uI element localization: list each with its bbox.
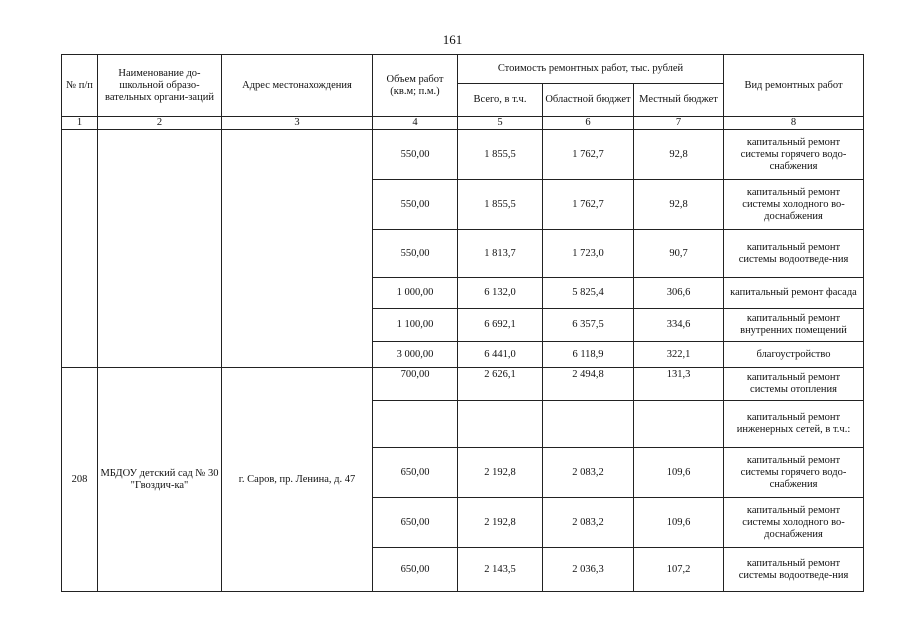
empty-address-cell: [222, 130, 373, 368]
work-type-cell: капитальный ремонт инженерных сетей, в т.ч.:: [724, 401, 864, 448]
volume-cell: 3 000,00: [373, 342, 458, 368]
total-cell: 6 441,0: [458, 342, 543, 368]
header-regional-budget: Областной бюджет: [543, 84, 634, 117]
column-number: 7: [634, 117, 724, 130]
work-type-cell: капитальный ремонт фасада: [724, 278, 864, 309]
local-cell: 334,6: [634, 309, 724, 342]
work-type-cell: капитальный ремонт системы горячего водо-снабжения: [724, 448, 864, 498]
column-number: 1: [62, 117, 98, 130]
header-cost-group: Стоимость ремонтных работ, тыс. рублей: [458, 55, 724, 84]
local-cell: 92,8: [634, 180, 724, 230]
volume-cell: [373, 401, 458, 448]
local-cell: 322,1: [634, 342, 724, 368]
column-number: 5: [458, 117, 543, 130]
regional-cell: 2 036,3: [543, 548, 634, 592]
volume-cell: 700,00: [373, 368, 458, 401]
total-cell: 6 692,1: [458, 309, 543, 342]
total-cell: 1 813,7: [458, 230, 543, 278]
regional-cell: 6 118,9: [543, 342, 634, 368]
total-cell: 2 192,8: [458, 498, 543, 548]
regional-cell: 1 762,7: [543, 130, 634, 180]
column-numbers-row: [62, 117, 864, 130]
regional-cell: 6 357,5: [543, 309, 634, 342]
local-cell: 92,8: [634, 130, 724, 180]
address-cell: г. Саров, пр. Ленина, д. 47: [222, 368, 373, 592]
empty-name-cell: [98, 130, 222, 368]
table-row: [62, 130, 864, 180]
total-cell: 2 626,1: [458, 368, 543, 401]
work-type-cell: капитальный ремонт системы горячего водо-снабжения: [724, 130, 864, 180]
total-cell: 2 192,8: [458, 448, 543, 498]
empty-number-cell: [62, 130, 98, 368]
work-type-cell: капитальный ремонт внутренних помещений: [724, 309, 864, 342]
volume-cell: 550,00: [373, 230, 458, 278]
header-volume: Объем работ (кв.м; п.м.): [373, 55, 458, 117]
local-cell: [634, 401, 724, 448]
volume-cell: 650,00: [373, 448, 458, 498]
work-type-cell: капитальный ремонт системы водоотведе-ния: [724, 230, 864, 278]
volume-cell: 650,00: [373, 548, 458, 592]
header-total: Всего, в т.ч.: [458, 84, 543, 117]
local-cell: 109,6: [634, 448, 724, 498]
regional-cell: 1 723,0: [543, 230, 634, 278]
volume-cell: 550,00: [373, 180, 458, 230]
regional-cell: 1 762,7: [543, 180, 634, 230]
work-type-cell: капитальный ремонт системы отопления: [724, 368, 864, 401]
total-cell: 2 143,5: [458, 548, 543, 592]
column-number: 3: [222, 117, 373, 130]
entry-number-cell: 208: [62, 368, 98, 592]
total-cell: 6 132,0: [458, 278, 543, 309]
volume-cell: 1 000,00: [373, 278, 458, 309]
repair-works-table: [61, 54, 864, 592]
work-type-cell: капитальный ремонт системы холодного во-доснабжения: [724, 180, 864, 230]
work-type-cell: капитальный ремонт системы водоотведе-ния: [724, 548, 864, 592]
local-cell: 109,6: [634, 498, 724, 548]
volume-cell: 1 100,00: [373, 309, 458, 342]
total-cell: 1 855,5: [458, 130, 543, 180]
regional-cell: 5 825,4: [543, 278, 634, 309]
work-type-cell: благоустройство: [724, 342, 864, 368]
header-number: № п/п: [62, 55, 98, 117]
total-cell: 1 855,5: [458, 180, 543, 230]
work-type-cell: капитальный ремонт системы холодного во-доснабжения: [724, 498, 864, 548]
column-number: 6: [543, 117, 634, 130]
regional-cell: 2 083,2: [543, 448, 634, 498]
header-organization-name: Наименование до-школьной образо-вательных органи-заций: [98, 55, 222, 117]
regional-cell: 2 083,2: [543, 498, 634, 548]
local-cell: 90,7: [634, 230, 724, 278]
volume-cell: 550,00: [373, 130, 458, 180]
local-cell: 107,2: [634, 548, 724, 592]
column-number: 8: [724, 117, 864, 130]
header-local-budget: Местный бюджет: [634, 84, 724, 117]
regional-cell: 2 494,8: [543, 368, 634, 401]
volume-cell: 650,00: [373, 498, 458, 548]
column-number: 2: [98, 117, 222, 130]
column-number: 4: [373, 117, 458, 130]
header-address: Адрес местонахождения: [222, 55, 373, 117]
table-row: [62, 368, 864, 401]
local-cell: 131,3: [634, 368, 724, 401]
header-work-type: Вид ремонтных работ: [724, 55, 864, 117]
regional-cell: [543, 401, 634, 448]
total-cell: [458, 401, 543, 448]
local-cell: 306,6: [634, 278, 724, 309]
organization-name-cell: МБДОУ детский сад № 30 "Гвоздич-ка": [98, 368, 222, 592]
page-number: 161: [442, 32, 463, 47]
